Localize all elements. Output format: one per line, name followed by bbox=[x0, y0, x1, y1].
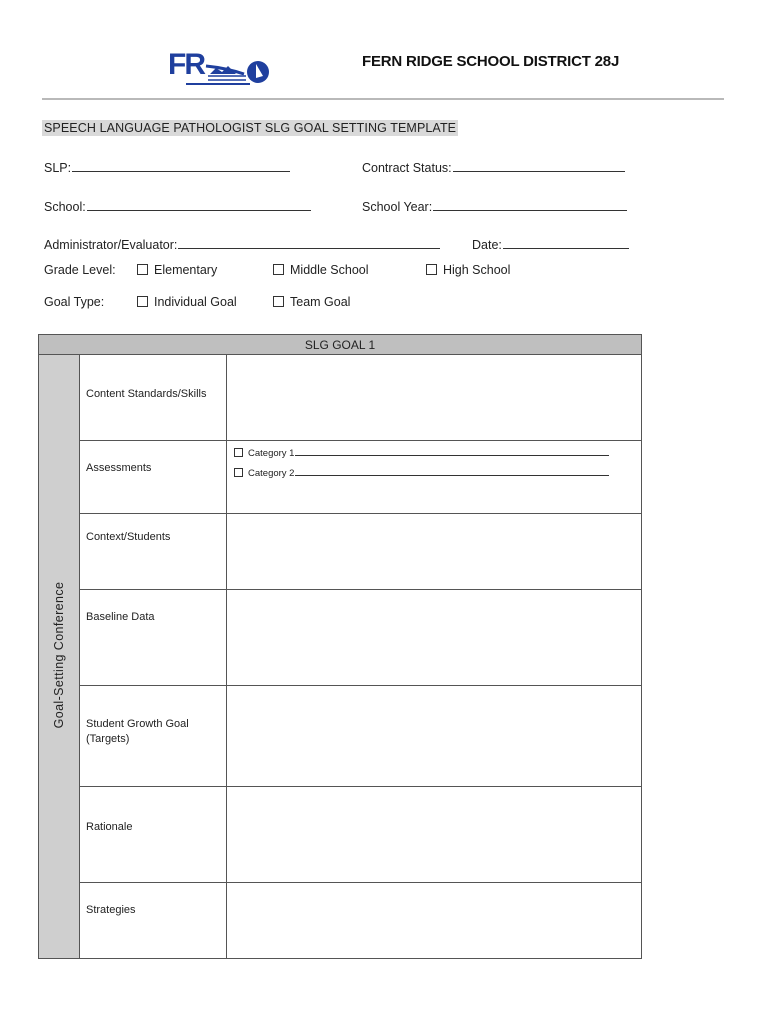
row-label-cell: Baseline Data bbox=[80, 590, 227, 685]
contract-status-field[interactable] bbox=[362, 159, 625, 175]
table-row bbox=[80, 514, 641, 590]
date-line[interactable] bbox=[503, 236, 629, 249]
date-field[interactable] bbox=[472, 236, 629, 252]
school-year-field[interactable] bbox=[362, 198, 627, 214]
school-year-label: School Year: bbox=[362, 200, 433, 214]
table-header: SLG GOAL 1 bbox=[39, 335, 641, 355]
administrator-label: Administrator/Evaluator: bbox=[44, 238, 178, 252]
grade-option-elementary[interactable]: Elementary bbox=[137, 263, 217, 277]
contract-status-label: Contract Status: bbox=[362, 161, 452, 175]
table-row bbox=[80, 883, 641, 958]
row-label-cell: Rationale bbox=[80, 787, 227, 882]
district-name: FERN RIDGE SCHOOL DISTRICT 28J bbox=[362, 53, 620, 70]
district-logo bbox=[166, 44, 274, 90]
checkbox[interactable] bbox=[273, 296, 284, 307]
slp-label: SLP: bbox=[44, 161, 72, 175]
table-row bbox=[80, 441, 641, 514]
checkbox[interactable] bbox=[234, 468, 243, 477]
row-label-cell: Strategies bbox=[80, 883, 227, 958]
category-2-line[interactable] bbox=[295, 466, 609, 476]
goal-type-individual[interactable]: Individual Goal bbox=[137, 295, 237, 309]
header-divider bbox=[42, 98, 724, 100]
goal-type-label: Goal Type: bbox=[44, 295, 105, 309]
slg-goal-table bbox=[38, 334, 642, 959]
category-1-line[interactable] bbox=[295, 446, 609, 456]
side-label: Goal-Setting Conference bbox=[52, 581, 66, 729]
school-field[interactable] bbox=[44, 198, 311, 214]
row-label-cell: Context/Students bbox=[80, 514, 227, 589]
school-line[interactable] bbox=[87, 198, 311, 211]
table-row bbox=[80, 355, 641, 441]
school-year-line[interactable] bbox=[433, 198, 627, 211]
table-row bbox=[80, 686, 641, 787]
checkbox[interactable] bbox=[273, 264, 284, 275]
administrator-field[interactable] bbox=[44, 236, 440, 252]
table-row bbox=[80, 787, 641, 883]
row-label-cell: Content Standards/Skills bbox=[80, 355, 227, 440]
contract-status-line[interactable] bbox=[453, 159, 625, 172]
grade-option-middle[interactable]: Middle School bbox=[273, 263, 369, 277]
checkbox[interactable] bbox=[234, 448, 243, 457]
slp-field[interactable] bbox=[44, 159, 290, 175]
checkbox[interactable] bbox=[137, 296, 148, 307]
row-label-cell: Assessments bbox=[80, 441, 227, 513]
school-label: School: bbox=[44, 200, 86, 214]
slp-line[interactable] bbox=[72, 159, 290, 172]
administrator-line[interactable] bbox=[178, 236, 440, 249]
checkbox[interactable] bbox=[426, 264, 437, 275]
grade-level-label: Grade Level: bbox=[44, 263, 116, 277]
logo-text: FR bbox=[168, 48, 204, 81]
category-2-field[interactable]: Category 2 bbox=[234, 466, 609, 479]
checkbox[interactable] bbox=[137, 264, 148, 275]
goal-type-team[interactable]: Team Goal bbox=[273, 295, 350, 309]
table-row bbox=[80, 590, 641, 686]
row-label-cell: Student Growth Goal (Targets) bbox=[80, 686, 227, 786]
grade-option-high[interactable]: High School bbox=[426, 263, 510, 277]
form-title: SPEECH LANGUAGE PATHOLOGIST SLG GOAL SETTING TEMPLATE bbox=[44, 121, 457, 135]
date-label: Date: bbox=[472, 238, 502, 252]
category-1-field[interactable]: Category 1 bbox=[234, 446, 609, 459]
side-column bbox=[39, 355, 80, 958]
